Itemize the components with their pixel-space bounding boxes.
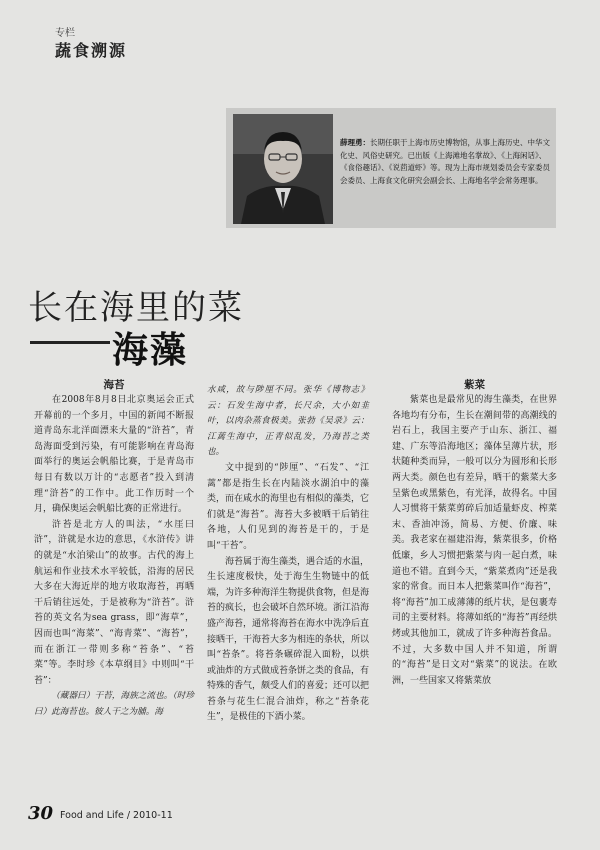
- paragraph: 在2008年8月8日北京奥运会正式开幕前的一个多月，中国的新闻不断报道青岛东北洋面漂来大量的“浒苔”，青岛海面受到污染，有可能影响在青岛海面举行的奥运会帆船比赛，于是青岛市每日有数以万计的“志愿者”投入到清理“浒苔”的工作中。此工作历时一个月，确保奥运会帆船比赛的正常进行。: [34, 395, 194, 515]
- page-number: 30: [28, 803, 54, 824]
- author-bio-text: 长期任职于上海市历史博物馆，从事上海历史、中华文化史、风俗史研究。已出版《上海滩地名掌故》、《上海闲话》、《食俗趣话》、《说茴道虾》等。现为上海市规划委员会专家委员会委员、上海食文化研究会副会长、上海地名学会常务理事。: [340, 138, 550, 185]
- title-dash: [30, 341, 110, 344]
- section-heading-haitai: 海苔: [103, 379, 125, 391]
- section-heading-zicai: 紫菜: [464, 379, 485, 391]
- column-name: 蔬食溯源: [55, 41, 128, 60]
- paragraph: 浒苔是北方人的叫法，“水厓曰浒”，浒就是水边的意思，《水浒传》讲的就是“水泊梁山”的故事。古代的海上航运和作业技术水平较低，沿海的居民大多在大海近岸的地方收取海苔，再晒干后销往远处，于是被称为“浒苔”。浒苔的英文名为sea grass，即“海草”，因而也叫“海菜”、“海青菜”、“海苔”，而在浙江一带则多称“苔条”、“苔菜”等。李时珍《本草纲目》中则叫“干苔”：: [34, 519, 194, 686]
- quotation-continued: 水咸，故与陟厘不同。张华《博物志》云：石发生海中者，长尺余，大小如韭叶，以肉杂蒸食极美。张勃《吴录》云：江蓠生海中，正青似乱发，乃海苔之类也。: [207, 385, 369, 458]
- paragraph: 海苔属于海生藻类，遇合适的水温，生长速度极快，处于海生生物链中的低端，为许多种海洋生物提供食物，但是海苔的疯长，也会破坏自然环境。浙江沿海盛产海苔，通常将海苔在海水中洗净后直接晒干，干海苔大多为相连的条状，所以叫“苔条”。将苔条碾碎混入面粉，以烘或油炸的方式做成苔条饼之类的食品，有特殊的香气，颇受人们的喜爱；还可以把苔条与花生仁混合油炸，称之“苔条花生”，是极佳的下酒小菜。: [207, 556, 370, 723]
- text-column-3: [392, 378, 557, 689]
- paragraph: 文中提到的“陟厘”、“石发”、“江蓠”都是指生长在内陆淡水湖泊中的藻类，而在咸水的海里也有相似的藻类，它们就是“海苔”。海苔大多被晒干后销往各地，人们见到的海苔是干的，于是叫“干苔”。: [207, 462, 370, 551]
- column-tag: 专栏: [55, 28, 75, 39]
- magazine-issue: Food and Life / 2010-11: [60, 810, 173, 821]
- author-name: 薛理勇：: [340, 138, 370, 147]
- paragraph: 紫菜也是最常见的海生藻类，在世界各地均有分布，生长在潮间带的高潮线的岩石上，我国主要产于山东、浙江、福建、广东等沿海地区；藻体呈薄片状，形状随种类而异，一般可以分为圆形和长形两大类。颜色也有差异，晒干的紫菜大多呈紫色或黑紫色，有光泽，故得名。中国人习惯将干紫菜剪碎后加适量虾皮、榨菜末、香油冲汤，简易、方便、价廉、味美。我老家在福建沿海，紫菜很多，价格低廉，乡人习惯把紫菜与肉一起白煮，味道也不错。直到今天，“紫菜煮肉”还是我家的常食。而日本人把紫菜叫作“海苔”，将“海苔”加工成薄薄的纸片状，是包裹寿司的主要材料。将薄如纸的“海苔”再经烘烤或其他加工，就成了许多种海苔食品。不过，大多数中国人并不知道，所谓的“海苔”是日文对“紫菜”的说法。在欧洲，一些国家又将紫菜放: [392, 395, 557, 686]
- text-column-1: [34, 378, 194, 720]
- author-portrait: [233, 114, 333, 224]
- text-column-2: [207, 383, 369, 726]
- author-bio: [340, 137, 550, 187]
- article-title: 长在海里的菜: [28, 288, 244, 328]
- article-subtitle: 海藻: [112, 330, 189, 371]
- quotation: （藏器曰）干苔，海族之流也。（时珍曰）此海苔也。彼人干之为脯。海: [34, 691, 194, 717]
